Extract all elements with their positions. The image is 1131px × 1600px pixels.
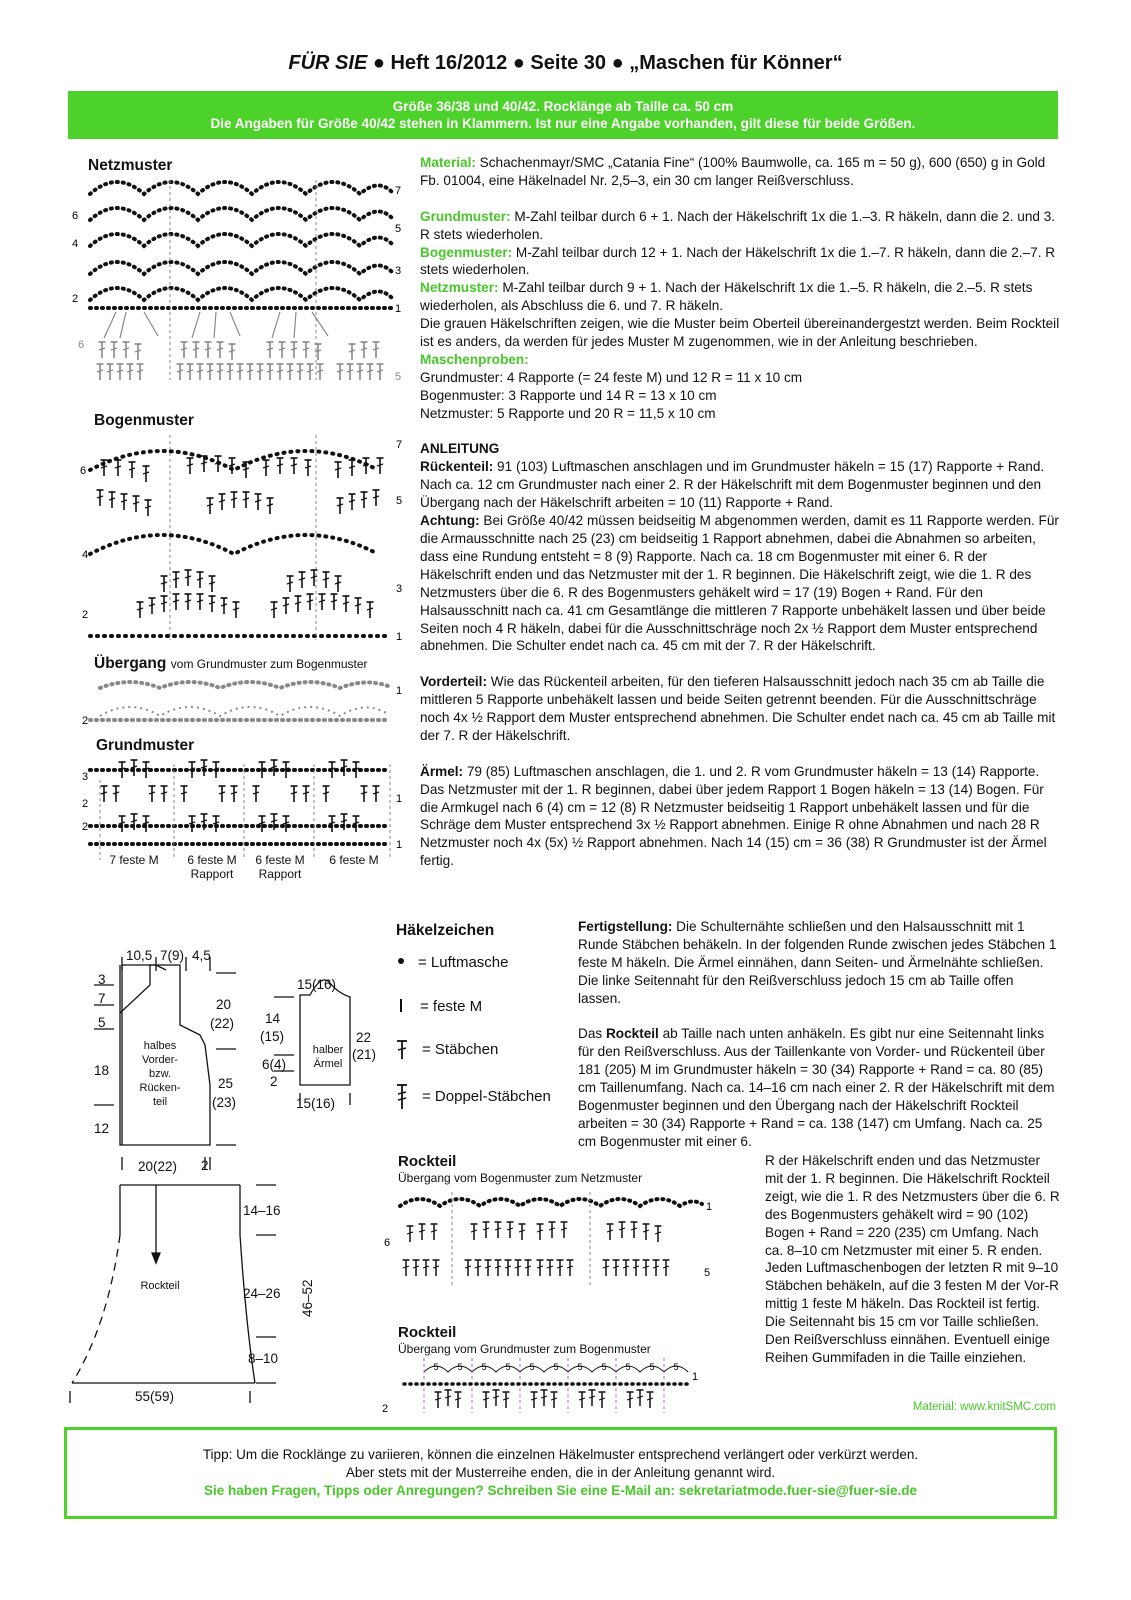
bodice-bottom: 20(22) bbox=[138, 1159, 178, 1174]
bodice-right-1b: (22) bbox=[210, 1016, 235, 1031]
bogen-row-5: 5 bbox=[396, 495, 403, 507]
netz-row-4: 4 bbox=[72, 238, 79, 250]
ueberg-row-1: 1 bbox=[396, 685, 403, 697]
rockteil2-label: Rockteil bbox=[398, 1324, 457, 1341]
uebergang-chart bbox=[90, 682, 390, 720]
netz-grey-row-5: 5 bbox=[395, 371, 402, 383]
rock2-arc-4: 5 bbox=[505, 1362, 511, 1372]
page-title bbox=[0, 52, 1131, 75]
netzmuster-chart bbox=[90, 180, 392, 380]
banner-line-2: Die Angaben für Größe 40/42 stehen in Klammern. Ist nur eine Angabe vorhanden, gilt diese für beide Größen. bbox=[210, 116, 916, 131]
tip-line-1: Tipp: Um die Rocklänge zu variieren, können die einzelnen Häkelmuster entsprechend verlängert oder verkürzt werden. bbox=[202, 1447, 919, 1462]
rock2-arc-9: 5 bbox=[625, 1362, 631, 1372]
netz-row-7: 7 bbox=[395, 185, 402, 197]
netz-row-1: 1 bbox=[395, 303, 402, 315]
instructions-main: Material: Schachenmayr/SMC „Catania Fine“ (100% Baumwolle, ca. 165 m = 50 g), 600 (650) g in Gold Fb. 01004, eine Häkelnadel Nr. 2,5–3, ein 30 cm langer Reißverschluss. Grundmuster: M-Zahl teilbar durch 6 + 1. Nach der Häkelschrift 1x die 1.–3. R häkeln, dann die 2. und 3. R stets wiederholen. Bogenmuster: M-Zahl teilbar durch 12 + 1. Nach der Häkelschrift 1x die 1.–7. R häkeln, dann die 2.–7. R stets wiederholen. Netzmuster: M-Zahl teilbar durch 9 + 1. Nach der Häkelschrift 1x die 1.–5. R häkeln, die 2.–5. R stets wiederholen, als Abschluss die 6. und 7. R häkeln. Die grauen Häkelschriften zeigen, wie die Muster beim Oberteil übereinandergestzt werden. Beim Rockteil ist es anders, da werden für jedes Muster M zugenommen, wie in der Anleitung beschrieben. Maschenproben: Grundmuster: 4 Rapporte (= 24 feste M) und 12 R = 11 x 10 cm Bogenmuster: 3 Rapporte und 14 R = 13 x 10 cm Netzmuster: 5 Rapporte und 20 R = 11,5 x 10 cm ANLEITUNG Rückenteil: 91 (103) Luftmaschen anschlagen und im Grundmuster häkeln = 15 (17) Rapporte + Rand. Nach ca. 12 cm Grundmuster nach einer 2. R der Häkelschrift mit dem Bogenmuster beginnen und den Übergang nach der Häkelschrift arbeiten = 10 (11) Rapporte + Rand. Achtung: Bei Größe 40/42 müssen beidseitig M abgenommen werden, damit es 11 Rapporte werden. Für die Armausschnitte nach 25 (23) cm beidseitig 1 Rapport abnehmen, dabei die Abnahmen so arbeiten, dass eine Rundung entsteht = 8 (9) Rapporte. Nach ca. 18 cm Bogenmuster mit einer 6. R der Häkelschrift enden und das Netzmuster mit der 1. R beginnen. Die Häkelschrift zeigt, wie die 1. R des Netzmusters über die 6. R des Bogenmusters gehäkelt wird = 17 (19) Bogen + Rand. Für den Halsausschnitt nach ca. 41 cm Gesamtlänge die mittleren 7 Rapporte unbehäkelt lassen und über beide Seiten noch 4 R häkeln, dabei für die Ausschnittschräge noch 2x ½ Rapport dem Muster entsprechend abnehmen. Die Schulter endet nach ca. 45 cm mit der 7. R der Häkelschrift. Vorderteil: Wie das Rückenteil arbeiten, für den tieferen Halsausschnitt jedoch nach 35 cm ab Taille die mittleren 5 Rapporte unbehäkelt lassen und beide Seiten getrennt beenden. Für die Ausschnittschräge noch 4x ½ Rapport dem Muster entsprechend abnehmen. Die Schulter endet nach ca. 45 cm ab Taille mit der 7. R der Häkelschrift. Ärmel: 79 (85) Luftmaschen anschlagen, die 1. und 2. R vom Grundmuster häkeln = 13 (14) Rapporte. Das Netzmuster mit der 1. R beginnen, dabei über jedem Rapport 1 Bogen häkeln = 13 (14) Bogen. Für die Armkugel nach 6 (4) cm = 12 (8) R Netzmuster beidseitig 1 Rapport unbehäkelt lassen und für die Schräge dem Muster entsprechend 3x ½ Rapport abnehmen. Einige R ohne Abnahmen und nach 28 R Netzmuster noch 4x (5x) ½ Rapport abnehmen. Nach 14 (15) cm = 36 (38) R Grundmuster ist der Ärmel fertig. bbox=[420, 155, 1060, 869]
netz-row-2: 2 bbox=[72, 293, 79, 305]
skirt-dim-1: 14–16 bbox=[243, 1203, 281, 1218]
netz-row-5: 5 bbox=[395, 223, 402, 235]
bodice-piece-1: halbes bbox=[143, 1040, 177, 1052]
rock2-arc-10: 5 bbox=[649, 1362, 655, 1372]
rock1-row-6: 6 bbox=[384, 1237, 391, 1249]
single-crochet-icon bbox=[400, 999, 402, 1012]
rock2-row-1: 1 bbox=[692, 1371, 699, 1383]
bogenmuster-chart bbox=[90, 435, 390, 640]
grund-row-1b: 1 bbox=[396, 839, 403, 851]
netzmuster-label: Netzmuster bbox=[88, 157, 173, 174]
banner-line-1: Größe 36/38 und 40/42. Rocklänge ab Taille ca. 50 cm bbox=[392, 99, 734, 114]
rockteil2-sublabel: Übergang vom Grundmuster zum Bogenmuster bbox=[398, 1342, 651, 1356]
bogen-row-1: 1 bbox=[396, 631, 403, 643]
bogen-row-2: 2 bbox=[82, 609, 89, 621]
uebergang-sublabel: vom Grundmuster zum Bogenmuster bbox=[170, 657, 368, 671]
bodice-right-1a: 20 bbox=[216, 997, 232, 1012]
crochet-charts bbox=[60, 170, 415, 890]
sleeve-piece-1: halber bbox=[312, 1044, 344, 1056]
size-banner bbox=[68, 91, 1058, 139]
bodice-side: 2 bbox=[201, 1158, 209, 1173]
material-link[interactable]: Material: www.knitSMC.com bbox=[912, 1401, 1056, 1413]
bodice-left-4: 18 bbox=[94, 1063, 110, 1078]
bogenmuster-label: Bogenmuster bbox=[94, 412, 194, 429]
bodice-piece-2: Vorder- bbox=[141, 1054, 179, 1066]
bogen-row-7: 7 bbox=[396, 439, 403, 451]
sleeve-left-1: 14 bbox=[265, 1011, 281, 1026]
grund-row-2b: 2 bbox=[82, 821, 89, 833]
contact-line[interactable]: Sie haben Fragen, Tipps oder Anregungen? Schreiben Sie eine E-Mail an: sekretariatmode.fuer-sie@fuer-sie.de bbox=[203, 1483, 918, 1498]
grund-row-3: 3 bbox=[82, 771, 89, 783]
rock2-arc-7: 5 bbox=[577, 1362, 583, 1372]
skirt-dim-3: 8–10 bbox=[248, 1351, 279, 1366]
rockteil1-label: Rockteil bbox=[398, 1153, 457, 1170]
netz-row-3: 3 bbox=[395, 265, 402, 277]
sleeve-left-3: 6(4) bbox=[262, 1057, 287, 1072]
ueberg-row-2: 2 bbox=[82, 715, 89, 727]
rockteil1-chart bbox=[400, 1192, 702, 1288]
tip-box bbox=[64, 1427, 1057, 1519]
grundmuster-chart bbox=[90, 760, 390, 860]
bodice-piece-5: teil bbox=[152, 1096, 168, 1108]
double-crochet-icon bbox=[396, 1040, 408, 1060]
netz-row-6: 6 bbox=[72, 210, 79, 222]
skirt-dim-2: 24–26 bbox=[243, 1286, 281, 1301]
rock2-arc-6: 5 bbox=[553, 1362, 559, 1372]
bodice-left-5: 12 bbox=[94, 1121, 110, 1136]
legend-luftmasche: = Luftmasche bbox=[396, 954, 508, 971]
rock2-arc-3: 5 bbox=[481, 1362, 487, 1372]
treble-crochet-icon bbox=[396, 1084, 408, 1110]
bodice-piece-4: Rücken- bbox=[139, 1082, 181, 1094]
bogen-row-4: 4 bbox=[82, 549, 89, 561]
sleeve-piece-2: Ärmel bbox=[313, 1058, 343, 1070]
bogen-row-6: 6 bbox=[80, 465, 87, 477]
skirt-total: 46–52 bbox=[300, 1279, 315, 1317]
rock2-arc-5: 5 bbox=[529, 1362, 535, 1372]
magazine-name: FÜR SIE bbox=[288, 52, 368, 74]
grund-bottom-label-2: 6 feste M Rapport bbox=[187, 853, 237, 881]
bodice-piece-3: bzw. bbox=[148, 1068, 172, 1080]
rock2-row-2: 2 bbox=[382, 1403, 389, 1415]
chain-stitch-icon bbox=[398, 958, 404, 964]
netz-grey-row-6: 6 bbox=[78, 339, 85, 351]
sleeve-left-2: (15) bbox=[260, 1029, 285, 1044]
legend-feste-m: = feste M bbox=[396, 998, 482, 1015]
grund-bottom-label-1: 7 feste M bbox=[109, 853, 159, 867]
rockteil1-sublabel: Übergang vom Bogenmuster zum Netzmuster bbox=[398, 1171, 643, 1185]
bodice-left-1: 3 bbox=[98, 972, 106, 987]
skirt-bottom: 55(59) bbox=[135, 1389, 175, 1404]
skirt-instructions-cont: R der Häkelschrift enden und das Netzmuster mit der 1. R beginnen. Die Häkelschrift Rockteil zeigt, wie die 1. R des Netzmusters über die 6. R des Bogenmusters gehäkelt wird = 90 (102) Bogen + Rand = 220 (235) cm Umfang. Nach ca. 8–10 cm Netzmuster mit einer 5. R enden. Jeden Luftmaschenbogen der letzten R mit 9–10 Stäbchen behäkeln, auf die 3 festen M der Vor-R mittig 1 feste M häkeln. Das Rockteil ist fertig. Die Seitennaht bis 15 cm vor Taille schließen. Den Reißverschluss einnähen. Eventuell einige Reihen Gummifaden in die Taille einziehen. bbox=[765, 1153, 1060, 1365]
bodice-top-2: 7(9) bbox=[160, 948, 185, 963]
grund-row-2a: 2 bbox=[82, 798, 89, 810]
grund-row-1a: 1 bbox=[396, 793, 403, 805]
bodice-right-2b: (23) bbox=[212, 1095, 237, 1110]
rock2-arc-8: 5 bbox=[601, 1362, 607, 1372]
bodice-right-2a: 25 bbox=[218, 1076, 234, 1091]
title-details: ● Heft 16/2012 ● Seite 30 ● „Maschen für Könner“ bbox=[367, 52, 843, 74]
bodice-left-2: 7 bbox=[98, 991, 106, 1006]
sleeve-top: 15(16) bbox=[297, 977, 337, 992]
schematic-drawings bbox=[60, 945, 395, 1410]
bodice-left-3: 5 bbox=[98, 1015, 106, 1030]
sleeve-right-2: (21) bbox=[352, 1047, 377, 1062]
grundmuster-label: Grundmuster bbox=[96, 737, 195, 754]
rock1-row-1: 1 bbox=[706, 1201, 713, 1213]
sleeve-left-4: 2 bbox=[270, 1074, 278, 1089]
uebergang-label: Übergang bbox=[94, 655, 167, 672]
skirt-piece: Rockteil bbox=[140, 1280, 180, 1292]
bogen-row-3: 3 bbox=[396, 583, 403, 595]
rockteil-charts bbox=[380, 1188, 720, 1418]
sleeve-right-1: 22 bbox=[356, 1030, 372, 1045]
rock1-row-5: 5 bbox=[704, 1267, 711, 1279]
rock2-arc-2: 5 bbox=[457, 1362, 463, 1372]
bodice-top-3: 4,5 bbox=[192, 948, 211, 963]
grund-bottom-label-3: 6 feste M Rapport bbox=[255, 853, 305, 881]
rockteil2-chart bbox=[404, 1358, 688, 1413]
bodice-top-1: 10,5 bbox=[126, 948, 153, 963]
rock2-arc-11: 5 bbox=[673, 1362, 679, 1372]
sleeve-bottom: 15(16) bbox=[296, 1096, 336, 1111]
legend-staebchen: = Stäbchen bbox=[396, 1040, 498, 1060]
finishing-instructions: Fertigstellung: Die Schulternähte schließen und den Halsausschnitt mit 1 Runde Stäbchen behäkeln. In der folgenden Runde zwischen jedes Stäbchen 1 feste M häkeln. Die Ärmel einnähen, dann Seiten- und Ärmelnähte schließen. Die linke Seitennaht für den Reißverschluss jedoch 15 cm ab Taille offen lassen. Das Rockteil ab Taille nach unten anhäkeln. Es gibt nur eine Seitennaht links für den Reißverschluss. Aus der Taillenkante von Vorder- und Rückenteil über 181 (205) M im Grundmuster häkeln = 30 (34) Rapporte + Rand = ca. 80 (85) cm Taillenumfang. Nach ca. 14–16 cm nach einer 2. R der Häkelschrift mit dem Bogenmuster beginnen und den Übergang nach der Häkelschrift Rockteil arbeiten = 30 (34) Rapporte + Rand = ca. 138 (147) cm Umfang. Nach ca. 25 cm Bogenmuster mit einer 6. bbox=[578, 919, 1057, 1149]
rock2-arc-1: 5 bbox=[433, 1362, 439, 1372]
legend-doppel-staebchen: = Doppel-Stäbchen bbox=[396, 1084, 596, 1110]
grund-bottom-label-4: 6 feste M bbox=[329, 853, 379, 867]
tip-line-2: Aber stets mit der Musterreihe enden, die in der Anleitung genannt wird. bbox=[345, 1465, 776, 1480]
legend-title: Häkelzeichen bbox=[396, 922, 495, 939]
